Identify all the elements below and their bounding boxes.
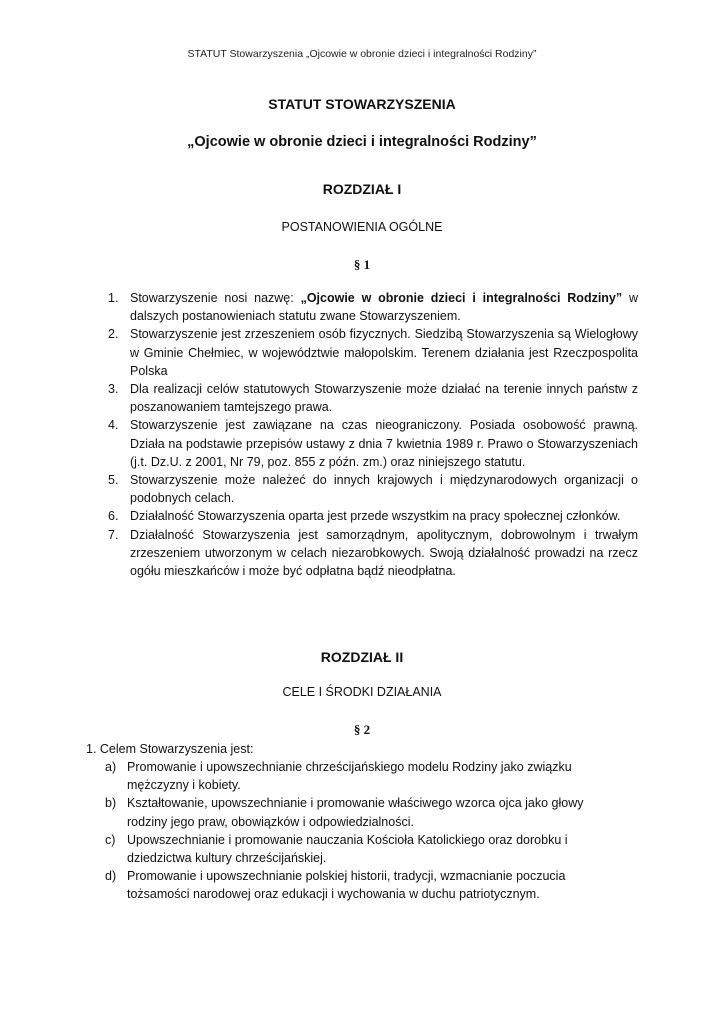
chapter-2-heading: ROZDZIAŁ II bbox=[320, 649, 404, 665]
item-text: Promowanie i upowszechnianie chrześcijańskiego modelu Rodziny jako związku mężczyzny i kobiety. bbox=[127, 760, 572, 793]
item-text: Działalność Stowarzyszenia jest samorządnym, apolitycznym, dobrowolnym i trwałym zrzeszeniem utworzonym w celach niezarobkowych. Swoją działalność prowadzi na rzecz ogółu mieszkańców i może być odpłatna bądź nieodpłatna. bbox=[130, 527, 638, 579]
item-text-pre: Stowarzyszenie nosi nazwę: bbox=[130, 291, 301, 305]
list-item bbox=[105, 794, 625, 830]
running-header: STATUT Stowarzyszenia „Ojcowie w obronie dzieci i integralności Rodziny” bbox=[187, 48, 537, 60]
list-item bbox=[108, 526, 638, 581]
item-text: Kształtowanie, upowszechnianie i promowanie właściwego wzorca ojca jako głowy rodziny jego praw, obowiązków i odpowiedzialności. bbox=[127, 796, 584, 829]
item-number: 2. bbox=[108, 327, 119, 342]
list-item bbox=[105, 758, 625, 794]
item-text: Dla realizacji celów statutowych Stowarzyszenie może działać na terenie innych państw z poszanowaniem tamtejszego prawa. bbox=[130, 382, 638, 415]
list-item bbox=[108, 380, 638, 416]
item-number: 6. bbox=[108, 509, 119, 524]
chapter-2-subheading: CELE I ŚRODKI DZIAŁANIA bbox=[282, 685, 442, 699]
goals-intro: 1. Celem Stowarzyszenia jest: bbox=[86, 742, 254, 756]
general-provisions-list bbox=[108, 289, 638, 580]
list-item bbox=[105, 867, 625, 903]
document-subtitle: „Ojcowie w obronie dzieci i integralności Rodziny” bbox=[187, 134, 537, 150]
section-1-mark: § 1 bbox=[353, 257, 371, 272]
item-text: Stowarzyszenie jest zrzeszeniem osób fizycznych. Siedzibą Stowarzyszenia są Wielogłowy w Gminie Chełmiec, w województwie małopolskim. Terenem działania jest Rzeczpospolita Polska bbox=[130, 327, 638, 378]
item-number: 1. bbox=[108, 291, 119, 305]
item-letter: a) bbox=[105, 760, 117, 774]
item-text: Promowanie i upowszechnianie polskiej historii, tradycji, wzmacnianie poczucia tożsamości narodowej oraz edukacji i wychowania w duchu patriotycznym. bbox=[127, 869, 566, 902]
list-item bbox=[108, 325, 638, 380]
item-letter: d) bbox=[105, 869, 117, 884]
list-item bbox=[108, 471, 638, 507]
item-number: 7. bbox=[108, 527, 119, 542]
item-text bbox=[130, 289, 638, 325]
item-number: 5. bbox=[108, 473, 119, 488]
list-item bbox=[108, 416, 638, 471]
list-item bbox=[105, 831, 625, 867]
item-number: 4. bbox=[108, 418, 119, 433]
item-text: Stowarzyszenie może należeć do innych krajowych i międzynarodowych organizacji o podobnych celach. bbox=[130, 473, 638, 506]
goals-list bbox=[105, 758, 625, 904]
item-text-post: w dalszych postanowieniach statutu zwane Stowarzyszeniem. bbox=[130, 291, 638, 324]
list-item bbox=[108, 507, 638, 525]
item-text: Upowszechnianie i promowanie nauczania Kościoła Katolickiego oraz dorobku i dziedzictwa kultury chrześcijańskiej. bbox=[127, 832, 568, 866]
item-number: 3. bbox=[108, 382, 119, 397]
item-letter: b) bbox=[105, 796, 117, 811]
item-letter: c) bbox=[105, 832, 116, 847]
chapter-1-heading: ROZDZIAŁ I bbox=[322, 181, 402, 197]
chapter-1-subheading: POSTANOWIENIA OGÓLNE bbox=[281, 220, 443, 234]
document-title: STATUT STOWARZYSZENIA bbox=[268, 96, 456, 112]
item-text: Działalność Stowarzyszenia oparta jest przede wszystkim na pracy społecznej członków. bbox=[130, 509, 621, 524]
section-2-mark: § 2 bbox=[353, 722, 371, 737]
item-text: Stowarzyszenie jest zawiązane na czas nieograniczony. Posiada osobowość prawną. Działa na podstawie przepisów ustawy z dnia 7 kwietnia 1989 r. Prawo o Stowarzyszeniach (j.t. Dz.U. z 2001, Nr 79, poz. 855 z późn. zm.) oraz niniejszego statutu. bbox=[130, 418, 638, 469]
list-item bbox=[108, 289, 638, 325]
association-name: „Ojcowie w obronie dzieci i integralności Rodziny” bbox=[300, 291, 623, 305]
